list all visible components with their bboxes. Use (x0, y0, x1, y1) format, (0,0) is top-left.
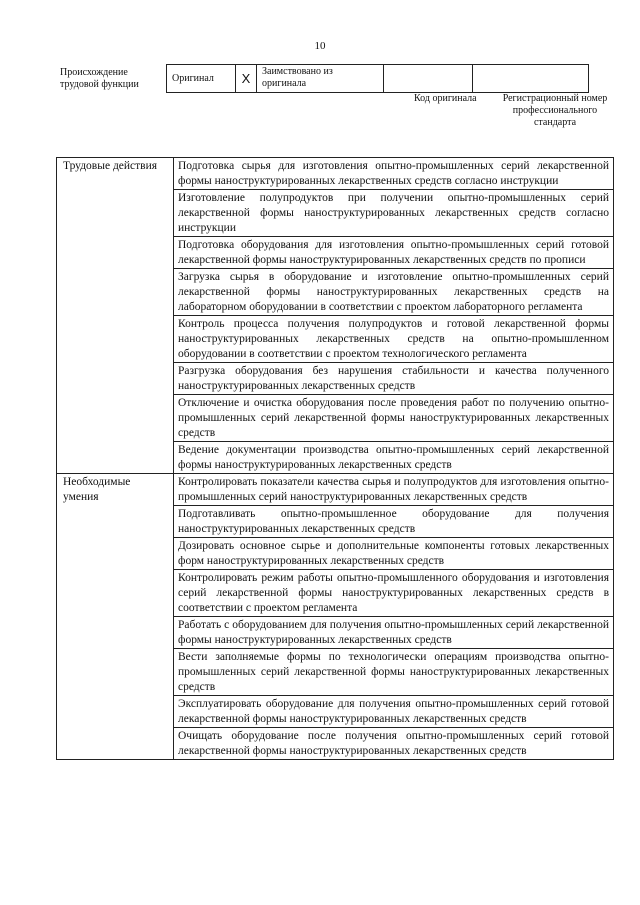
reg-number-cell (473, 65, 589, 93)
table-row (57, 158, 614, 190)
section-item: Эксплуатировать оборудование для получения опытно-промышленных серий готовой лекарственной формы наноструктурированных лекарственных средств (174, 696, 614, 728)
section-item: Изготовление полупродуктов при получении опытно-промышленных серий лекарственной формы наноструктурированных лекарственных средств согласно инструкции (174, 190, 614, 237)
borrowed-cell: Заимствовано из оригинала (257, 65, 384, 93)
section-title: Трудовые действия (57, 158, 174, 474)
reg-number-label: Регистрационный номер профессионального стандарта (502, 93, 608, 128)
section-title: Необходимые умения (57, 474, 174, 760)
section-item: Вести заполняемые формы по технологически операциям производства опытно-промышленных серий лекарственной формы наноструктурированных лекарственных средств (174, 649, 614, 696)
section-item: Отключение и очистка оборудования после проведения работ по получению опытно-промышленных серий лекарственной формы наноструктурированных лекарственных средств (174, 395, 614, 442)
section-item: Работать с оборудованием для получения опытно-промышленных серий лекарственной формы наноструктурированных лекарственных средств (174, 617, 614, 649)
code-cell (384, 65, 473, 93)
function-table (56, 157, 614, 760)
page-number: 10 (314, 40, 326, 52)
section-item: Контроль процесса получения полупродуктов и готовой лекарственной формы наноструктурированных лекарственных средств на опытно-промышленном оборудовании в соответствии с проектом технологического регламента (174, 316, 614, 363)
original-cell: Оригинал (167, 65, 236, 93)
table-row (57, 474, 614, 506)
origin-table (166, 64, 589, 93)
origin-label: Происхождение трудовой функции (60, 67, 139, 90)
section-item: Ведение документации производства опытно-промышленных серий лекарственной формы наноструктурированных лекарственных средств (174, 442, 614, 474)
code-label: Код оригинала (414, 93, 477, 104)
section-item: Дозировать основное сырье и дополнительные компоненты готовых лекарственных форм наноструктурированных лекарственных средств (174, 538, 614, 570)
original-mark: X (236, 65, 257, 93)
section-item: Подготовка сырья для изготовления опытно-промышленных серий лекарственной формы наноструктурированных лекарственных средств согласно инструкции (174, 158, 614, 190)
section-item: Подготавливать опытно-промышленное оборудование для получения наноструктурированных лекарственных средств (174, 506, 614, 538)
section-item: Контролировать режим работы опытно-промышленного оборудования и изготовления серий лекарственной формы наноструктурированных лекарственных средств в соответствии с проектом регламента (174, 570, 614, 617)
section-item: Разгрузка оборудования без нарушения стабильности и качества полученного наноструктурированных лекарственных средств (174, 363, 614, 395)
section-item: Загрузка сырья в оборудование и изготовление опытно-промышленных серий лекарственной формы наноструктурированных лекарственных средств на лабораторном оборудовании в соответствии с проектом лабораторного регламента (174, 269, 614, 316)
section-item: Подготовка оборудования для изготовления опытно-промышленных серий готовой лекарственной формы наноструктурированных лекарственных средств по прописи (174, 237, 614, 269)
section-item: Контролировать показатели качества сырья и полупродуктов для изготовления опытно-промышленных серий наноструктурированных лекарственных средств (174, 474, 614, 506)
section-item: Очищать оборудование после получения опытно-промышленных серий готовой лекарственной формы наноструктурированных лекарственных средств (174, 728, 614, 760)
